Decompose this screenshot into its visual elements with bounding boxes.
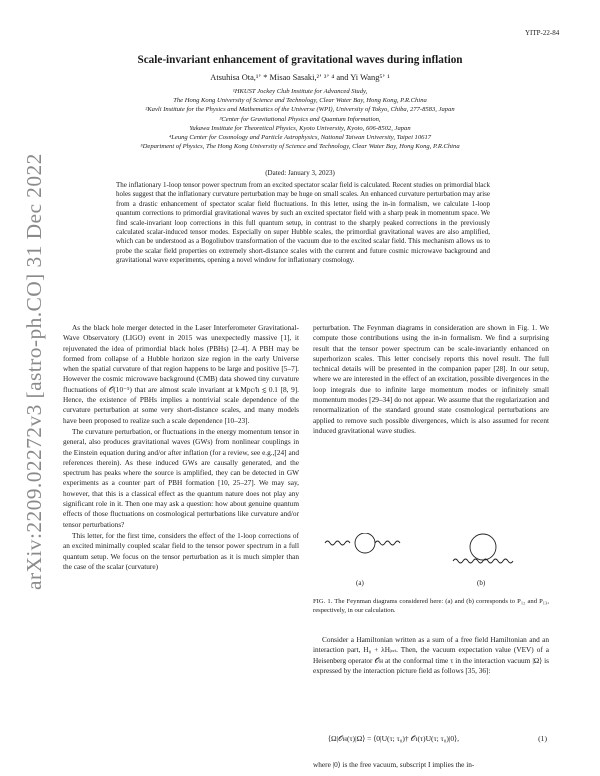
affiliation-line: ³Center for Gravitational Physics and Quantum Information,	[219, 115, 381, 123]
loop-circle	[355, 533, 375, 553]
abstract: The inflationary 1-loop tensor power spectrum from an excited spectator scalar field is calculated. Recent studies on primordial black holes suggest that the inflationary curvature perturbation may be huge on small scales. An enhanced curvature perturbation may arise from a drastic enhancement of spectator scalar field fluctuations. In this letter, using the in-in formalism, we calculate 1-loop quantum corrections to primordial gravitational waves by such an excited spectator field with a sharp peak in momentum space. We find scale-invariant loop corrections in this full quantum setup, in contrast to the sharply peaked corrections in the previously calculated scalar-induced tensor modes. Especially on super Hubble scales, the primordial gravitational waves are also amplified, which can be understood as a Bogoliubov transformation of the vacuum due to the excited scalar field. This mechanism allows us to probe the scalar field properties on extremely short-distance scales with the current and future cosmic microwave background and gravitational wave experiments, opening a novel window for inflationary cosmology.	[116, 181, 490, 265]
paragraph: Consider a Hamiltonian written as a sum of a free field Hamiltonian and an interaction part, H₀ + λHᵢₙₜ. Then, the vacuum expectation value (VEV) of a Heisenberg operator 𝒪ʜ at the conformal time τ in the interaction vacuum |Ω⟩ is expressed by the interaction picture field as follows [35, 36]:	[313, 635, 549, 675]
diagram-b	[453, 534, 513, 563]
paragraph: As the black hole merger detected in the Laser Interferometer Gravitational-Wave Observatory (LIGO) event in 2015 was unexpectedly massive [1], it rejuvenated the idea of primordial black holes (PBHs) [2–4]. A PBH may be formed from collapse of a Hubble horizon size region in the early Universe when the spatial curvature of that region happens to be large and positive [5–7]. However the cosmic microwave background (CMB) data showed tiny curvature fluctuations of 𝒪(10⁻⁵) that are almost scale invariant at k Mpc/h ≲ 0.1 [8, 9]. Hence, the existence of PBHs implies a nontrivial scale dependence of the curvature perturbation at some very short-distance scales, and many models have been proposed to realize such a scale dependence [10–23].	[63, 323, 299, 425]
affiliation-line: ⁵Department of Physics, The Hong Kong University of Science and Technology, Clear Water Bay, Hong Kong, P.R.China	[140, 143, 460, 151]
figure-caption: FIG. 1. The Feynman diagrams considered here: (a) and (b) corresponds to P₁₂ and P₁₃, respectively, in our calculation.	[313, 598, 549, 614]
affiliation-line: Yukawa Institute for Theoretical Physics, Kyoto University, Kyoto, 606-8502, Japan	[189, 124, 411, 132]
loop-circle-top	[470, 534, 496, 560]
equation-number: (1)	[538, 734, 547, 743]
equation-body: ⟨Ω|𝒪ʜ(τ)|Ω⟩ = ⟨0|U(τ; τ₀)† 𝒪ɪ(τ)U(τ; τ₀)|0⟩,	[328, 734, 460, 743]
wavy-line-right	[375, 541, 400, 545]
affiliation-line: The Hong Kong University of Science and Technology, Clear Water Bay, Hong Kong, P.R.China	[173, 97, 427, 105]
trailing-text: where |0⟩ is the free vacuum, subscript I implies the in-	[313, 760, 475, 769]
affiliation-line: ¹HKUST Jockey Club Institute for Advanced Study,	[232, 88, 368, 95]
left-column	[63, 323, 299, 573]
report-number: YITP-22-84	[525, 29, 560, 37]
right-column-top	[313, 323, 549, 437]
feynman-diagram-figure	[313, 533, 549, 593]
wavy-line-left	[325, 541, 350, 545]
authors: Atsuhisa Ota,¹ʼ * Misao Sasaki,²ʼ ³ʼ ⁴ and Yi Wang⁵ʼ ¹	[210, 73, 390, 82]
arxiv-stamp[interactable]: arXiv:2209.02272v3 [astro-ph.CO] 31 Dec 2022	[22, 153, 46, 590]
paragraph: The curvature perturbation, or fluctuations in the energy momentum tensor in general, also produces gravitational waves (GWs) from nonlinear couplings in the Einstein equation during and/or after inflation (for a review, see e.g.,[24] and references therein). As these induced GWs are causally generated, and the spectrum has peaks where the source is amplified, they can be detected in GW experiments as a counter part of PBH formation [10, 25–27]. We may say, however, that this is a classical effect as the quantum nature does not play any significant role in it. Then one may ask a question: how about genuine quantum effects of those fluctuations on cosmological perturbations like curvature and/or tensor perturbations?	[63, 426, 299, 529]
paragraph: perturbation. The Feynman diagrams in consideration are shown in Fig. 1. We compute those contributions using the in-in formalism. We find a surprising result that the tensor power spectrum can be scale-invariantly enhanced on superhorizon scales. This letter concisely reports this novel result. The full technical details will be presented in the companion paper [28]. In our setup, where we are interested in the effect of an excitation, possible divergences in the loop integrals due to infinite large momentum modes or infinitely small momentum modes [29–34] do not appear. We assume that the regularization and renormalization of the standard ground state cosmological perturbations are applied to remove such possible divergences, which is also assumed for recent induced gravitational wave studies.	[313, 323, 549, 435]
right-column-bottom	[313, 635, 549, 677]
label-a: (a)	[356, 579, 364, 587]
affiliation-line: ⁴Leung Center for Cosmology and Particle Astrophysics, National Taiwan University, Taipei 10617	[168, 134, 432, 142]
diagram-a	[325, 533, 400, 553]
paragraph: This letter, for the first time, considers the effect of the 1-loop corrections of an excited minimally coupled scalar field to the tensor power spectrum in a full quantum setup. We focus on the tensor perturbation as it is much simpler than the case of the scalar (curvature)	[63, 530, 299, 571]
affiliations	[20, 87, 580, 151]
paper-title: Scale-invariant enhancement of gravitational waves during inflation	[137, 54, 463, 66]
affiliation-line: ²Kavli Institute for the Physics and Mathematics of the Universe (WPI), University of Tokyo, Chiba, 277-8583, Japan	[145, 106, 455, 114]
label-b: (b)	[477, 579, 486, 587]
feynman-diagrams	[313, 533, 549, 583]
date-line: (Dated: January 3, 2023)	[265, 169, 335, 177]
